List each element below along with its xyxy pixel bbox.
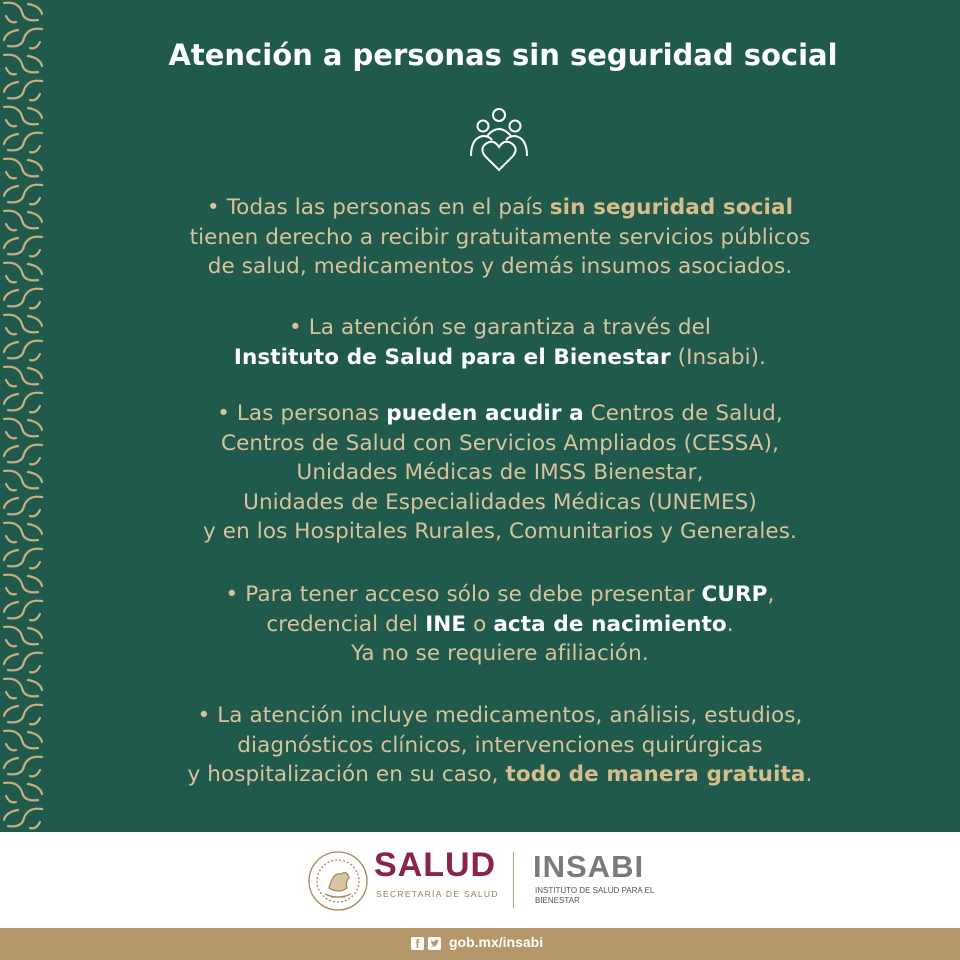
highlighted-text: pueden acudir a [386,401,584,426]
salud-logo-text: SALUD [374,846,497,884]
highlighted-text: sin seguridad social [549,195,794,220]
text-segment: diagnósticos clínicos, intervenciones quirúrgicas [237,732,763,758]
text-segment: Unidades de Especialidades Médicas (UNEMES) [243,489,757,515]
text-segment: . [805,762,813,787]
text-segment: y en los Hospitales Rurales, Comunitarios y Generales. [203,519,797,544]
highlighted-text: Instituto de Salud para el Bienestar [233,344,671,370]
text-segment: • Para tener acceso sólo se debe presentar [225,582,702,607]
highlighted-text: acta de nacimiento [493,611,727,637]
bullet-line [120,610,880,640]
text-segment: Unidades Médicas de IMSS Bienestar, [296,460,704,485]
bullet-no-social-security [120,193,880,282]
text-segment: , [767,582,775,607]
bullet-line [120,399,880,429]
salud-subtitle: SECRETARÍA DE SALUD [376,889,499,899]
bullet-line [120,223,880,253]
highlighted-text: INE [425,611,467,637]
text-segment: (Insabi). [670,344,767,370]
page-title: Atención a personas sin seguridad social [168,38,838,72]
logo-divider [513,852,514,908]
bullet-line [120,488,880,518]
text-segment: tienen derecho a recibir gratuitamente servicios públicos [189,224,811,250]
highlighted-text: CURP [701,582,768,607]
bullet-access-requirements [120,580,880,669]
text-segment: Centros de Salud, [583,401,783,426]
bullet-line [120,580,880,610]
bullet-line [120,252,880,282]
text-segment: de salud, medicamentos y demás insumos asociados. [207,254,793,279]
text-segment: Ya no se requiere afiliación. [351,641,649,666]
bullet-line [120,193,880,223]
text-segment: • Todas las personas en el país [206,195,550,220]
bullet-free-services [120,701,880,790]
bullet-insabi-guarantee [120,313,880,372]
twitter-icon[interactable] [428,937,441,950]
bullet-line [120,313,880,343]
bullet-line [120,458,880,488]
text-segment: • Las personas [217,401,387,426]
people-heart-icon [465,106,533,174]
bullet-line [120,701,880,731]
text-segment: . [726,611,734,637]
text-segment: y hospitalización en su caso, [187,762,506,787]
text-segment: credencial del [266,611,426,637]
text-segment: • La atención incluye medicamentos, análisis, estudios, [197,703,803,728]
bullet-line [120,517,880,547]
text-segment: • La atención se garantiza a través del [289,315,711,340]
insabi-logo-text: INSABI [533,849,645,884]
text-segment: Centros de Salud con Servicios Ampliados (CESSA), [220,430,780,456]
mexico-coat-of-arms-icon [307,850,369,912]
website-link[interactable]: gob.mx/insabi [449,934,544,950]
bullet-line [120,343,880,373]
bullet-line [120,429,880,459]
footer-bar [0,928,960,960]
bullet-line [120,639,880,669]
decorative-border [0,0,46,832]
bullet-line [120,760,880,790]
bullet-line [120,731,880,761]
insabi-subtitle: INSTITUTO DE SALUD PARA EL BIENESTAR [535,886,654,905]
text-segment: o [466,611,494,637]
bullet-health-centers [120,399,880,547]
facebook-icon[interactable]: f [411,937,424,950]
logo-bar [0,832,960,928]
highlighted-text: todo de manera gratuita [505,762,806,787]
